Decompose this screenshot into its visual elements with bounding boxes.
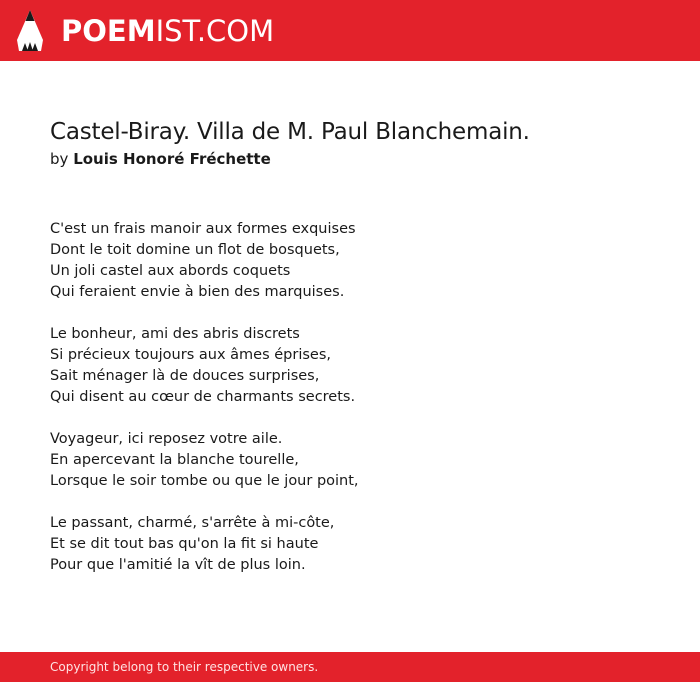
byline xyxy=(50,148,670,170)
byline-prefix: by xyxy=(50,150,69,168)
poem-line: Sait ménager là de douces surprises, xyxy=(50,368,320,384)
site-logo[interactable] xyxy=(17,10,274,52)
poem-title: Castel-Biray. Villa de M. Paul Blanchemain. xyxy=(50,119,530,145)
stanza xyxy=(50,429,650,492)
stanza xyxy=(50,219,650,303)
poem-line: Le bonheur, ami des abris discrets xyxy=(50,326,300,342)
poem-line: Voyageur, ici reposez votre aile. xyxy=(50,431,283,447)
brand-name-light: IST.COM xyxy=(155,14,275,48)
copyright-notice: Copyright belong to their respective owners. xyxy=(50,660,319,674)
pencil-icon xyxy=(17,10,43,52)
brand-name xyxy=(61,10,274,52)
poem-line: Pour que l'amitié la vît de plus loin. xyxy=(50,557,306,573)
poem-line: Un joli castel aux abords coquets xyxy=(50,263,291,279)
poem-line: En apercevant la blanche tourelle, xyxy=(50,452,299,468)
brand-name-bold: POEM xyxy=(61,14,156,48)
poem-line: Lorsque le soir tombe ou que le jour point, xyxy=(50,473,359,489)
poem-body xyxy=(50,219,650,597)
stanza xyxy=(50,513,650,576)
site-footer xyxy=(0,652,700,682)
poem-line: Et se dit tout bas qu'on la fit si haute xyxy=(50,536,319,552)
poem-header xyxy=(50,116,670,170)
author-name[interactable]: Louis Honoré Fréchette xyxy=(73,150,271,168)
poem-line: C'est un frais manoir aux formes exquises xyxy=(50,221,356,237)
poem-line: Qui disent au cœur de charmants secrets. xyxy=(50,389,356,405)
stanza xyxy=(50,324,650,408)
poem-line: Si précieux toujours aux âmes éprises, xyxy=(50,347,331,363)
poem-line: Dont le toit domine un flot de bosquets, xyxy=(50,242,340,258)
poem-line: Le passant, charmé, s'arrête à mi-côte, xyxy=(50,515,335,531)
poem-line: Qui feraient envie à bien des marquises. xyxy=(50,284,345,300)
site-header xyxy=(0,0,700,61)
